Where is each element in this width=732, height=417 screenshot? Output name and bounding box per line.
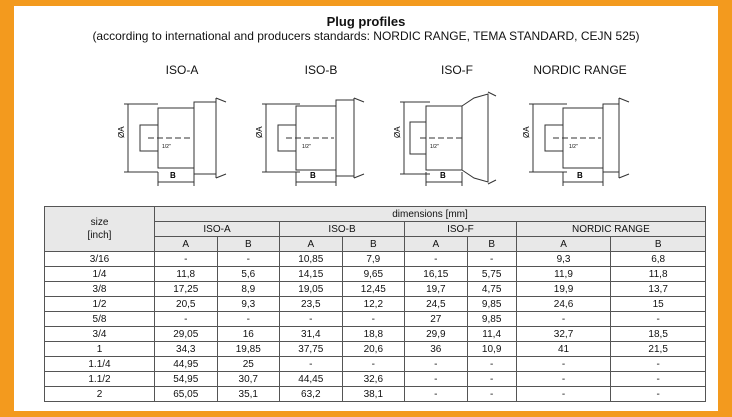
group-header-nordic-range: NORDIC RANGE	[516, 222, 705, 237]
dimension-cell: -	[342, 357, 405, 372]
dimension-cell: 32,6	[342, 372, 405, 387]
sub-header: B	[611, 237, 706, 252]
dimension-cell: 13,7	[611, 282, 706, 297]
table-row	[45, 312, 706, 327]
dimension-cell: 5,6	[217, 267, 280, 282]
dimension-cell: 54,95	[155, 372, 218, 387]
dimension-a-label: ØA	[117, 126, 126, 138]
dimension-cell: -	[405, 372, 468, 387]
dimension-cell: 29,9	[405, 327, 468, 342]
dimension-cell: 7,9	[342, 252, 405, 267]
dimension-cell: 10,85	[280, 252, 343, 267]
dimension-b-label: B	[440, 171, 446, 180]
size-cell: 1.1/2	[45, 372, 155, 387]
dimension-cell: 29,05	[155, 327, 218, 342]
iso-b-plug-drawing	[252, 78, 382, 188]
dimension-cell: 19,05	[280, 282, 343, 297]
dimension-cell: -	[467, 252, 516, 267]
dimension-cell: 63,2	[280, 387, 343, 402]
size-cell: 1.1/4	[45, 357, 155, 372]
dimension-cell: 24,6	[516, 297, 611, 312]
dimension-cell: -	[467, 372, 516, 387]
table-row	[45, 372, 706, 387]
dimension-cell: 19,9	[516, 282, 611, 297]
table-row	[45, 342, 706, 357]
dimension-cell: -	[611, 312, 706, 327]
size-cell: 1	[45, 342, 155, 357]
dimension-cell: -	[467, 387, 516, 402]
dimension-cell: 20,5	[155, 297, 218, 312]
thread-label: 1/2"	[162, 144, 171, 150]
dimension-cell: 17,25	[155, 282, 218, 297]
size-cell: 1/4	[45, 267, 155, 282]
sub-header: B	[342, 237, 405, 252]
dimension-cell: 32,7	[516, 327, 611, 342]
dimension-cell: 11,9	[516, 267, 611, 282]
dimension-cell: 34,3	[155, 342, 218, 357]
dimension-cell: -	[516, 387, 611, 402]
dimension-cell: 6,8	[611, 252, 706, 267]
dimension-cell: 18,5	[611, 327, 706, 342]
dimension-cell: 8,9	[217, 282, 280, 297]
table-row	[45, 387, 706, 402]
dimension-cell: 31,4	[280, 327, 343, 342]
thread-label: 1/2"	[302, 144, 311, 150]
dimension-cell: -	[467, 357, 516, 372]
group-header-iso-a: ISO-A	[155, 222, 280, 237]
dimension-cell: 11,8	[155, 267, 218, 282]
dimension-cell: 44,95	[155, 357, 218, 372]
size-cell: 3/8	[45, 282, 155, 297]
profile-label-iso-b: ISO-B	[304, 63, 338, 77]
dimension-cell: -	[280, 357, 343, 372]
group-header-iso-f: ISO-F	[405, 222, 517, 237]
nordic-range-plug-drawing	[519, 78, 649, 188]
table-row	[45, 282, 706, 297]
size-cell: 3/16	[45, 252, 155, 267]
table-row	[45, 357, 706, 372]
dimension-cell: 12,45	[342, 282, 405, 297]
dimension-cell: 11,8	[611, 267, 706, 282]
dimension-cell: 11,4	[467, 327, 516, 342]
dimension-cell: -	[342, 312, 405, 327]
dimension-a-label: ØA	[522, 126, 531, 138]
dimension-cell: -	[611, 372, 706, 387]
dimension-cell: 16,15	[405, 267, 468, 282]
dimension-b-label: B	[577, 171, 583, 180]
dimensions-table-body	[45, 252, 706, 402]
thread-label: 1/2"	[569, 144, 578, 150]
profile-label-iso-a: ISO-A	[165, 63, 199, 77]
dimension-cell: 4,75	[467, 282, 516, 297]
sub-header: A	[280, 237, 343, 252]
dimension-cell: -	[516, 357, 611, 372]
sub-header: B	[217, 237, 280, 252]
size-header-unit: [inch]	[87, 230, 112, 241]
sub-header: B	[467, 237, 516, 252]
dimension-cell: 38,1	[342, 387, 405, 402]
dimension-cell: 9,3	[516, 252, 611, 267]
dimension-cell: 15	[611, 297, 706, 312]
dimension-cell: 20,6	[342, 342, 405, 357]
dimension-cell: 37,75	[280, 342, 343, 357]
dimension-cell: 9,85	[467, 312, 516, 327]
dimension-cell: 9,65	[342, 267, 405, 282]
dimension-cell: -	[405, 387, 468, 402]
group-header-iso-b: ISO-B	[280, 222, 405, 237]
thread-label: 1/2"	[430, 144, 439, 150]
dimension-cell: 19,85	[217, 342, 280, 357]
dimension-cell: 23,5	[280, 297, 343, 312]
dimension-cell: 14,15	[280, 267, 343, 282]
dimension-cell: -	[155, 252, 218, 267]
dimension-cell: -	[516, 312, 611, 327]
table-row	[45, 327, 706, 342]
size-header	[45, 207, 155, 252]
dimension-cell: -	[516, 372, 611, 387]
dimension-cell: -	[280, 312, 343, 327]
size-cell: 5/8	[45, 312, 155, 327]
dimension-cell: 16	[217, 327, 280, 342]
dimension-cell: 36	[405, 342, 468, 357]
dimension-b-label: B	[170, 171, 176, 180]
dimension-cell: -	[611, 387, 706, 402]
dimensions-header: dimensions [mm]	[155, 207, 706, 222]
dimension-cell: -	[217, 252, 280, 267]
profile-label-nordic-range: NORDIC RANGE	[533, 63, 627, 77]
dimension-cell: -	[217, 312, 280, 327]
dimension-cell: 18,8	[342, 327, 405, 342]
dimension-cell: 21,5	[611, 342, 706, 357]
sub-header: A	[516, 237, 611, 252]
page-subtitle: (according to international and producers standards: NORDIC RANGE, TEMA STANDARD, CEJN 525)	[92, 29, 640, 43]
dimension-b-label: B	[310, 171, 316, 180]
dimension-cell: 9,3	[217, 297, 280, 312]
dimension-cell: 30,7	[217, 372, 280, 387]
dimension-cell: 12,2	[342, 297, 405, 312]
profile-label-iso-f: ISO-F	[441, 63, 473, 77]
dimension-cell: 25	[217, 357, 280, 372]
size-cell: 2	[45, 387, 155, 402]
sub-header: A	[155, 237, 218, 252]
dimension-cell: 5,75	[467, 267, 516, 282]
dimension-cell: -	[405, 252, 468, 267]
document-sheet	[14, 6, 718, 411]
dimension-cell: 24,5	[405, 297, 468, 312]
table-row	[45, 297, 706, 312]
dimension-a-label: ØA	[255, 126, 264, 138]
dimension-cell: 9,85	[467, 297, 516, 312]
dimension-cell: 19,7	[405, 282, 468, 297]
size-cell: 3/4	[45, 327, 155, 342]
dimension-cell: 27	[405, 312, 468, 327]
dimension-cell: -	[611, 357, 706, 372]
dimension-cell: 35,1	[217, 387, 280, 402]
dimensions-table	[44, 206, 706, 402]
dimension-cell: 10,9	[467, 342, 516, 357]
dimension-cell: 65,05	[155, 387, 218, 402]
table-row	[45, 252, 706, 267]
table-row	[45, 267, 706, 282]
dimension-cell: -	[155, 312, 218, 327]
dimension-a-label: ØA	[393, 126, 402, 138]
size-header-label: size	[90, 217, 109, 228]
page-title: Plug profiles	[326, 14, 406, 29]
iso-a-plug-drawing	[114, 78, 244, 188]
dimension-cell: -	[405, 357, 468, 372]
iso-f-plug-drawing	[390, 78, 520, 188]
dimension-cell: 44,45	[280, 372, 343, 387]
size-cell: 1/2	[45, 297, 155, 312]
sub-header: A	[405, 237, 468, 252]
dimension-cell: 41	[516, 342, 611, 357]
